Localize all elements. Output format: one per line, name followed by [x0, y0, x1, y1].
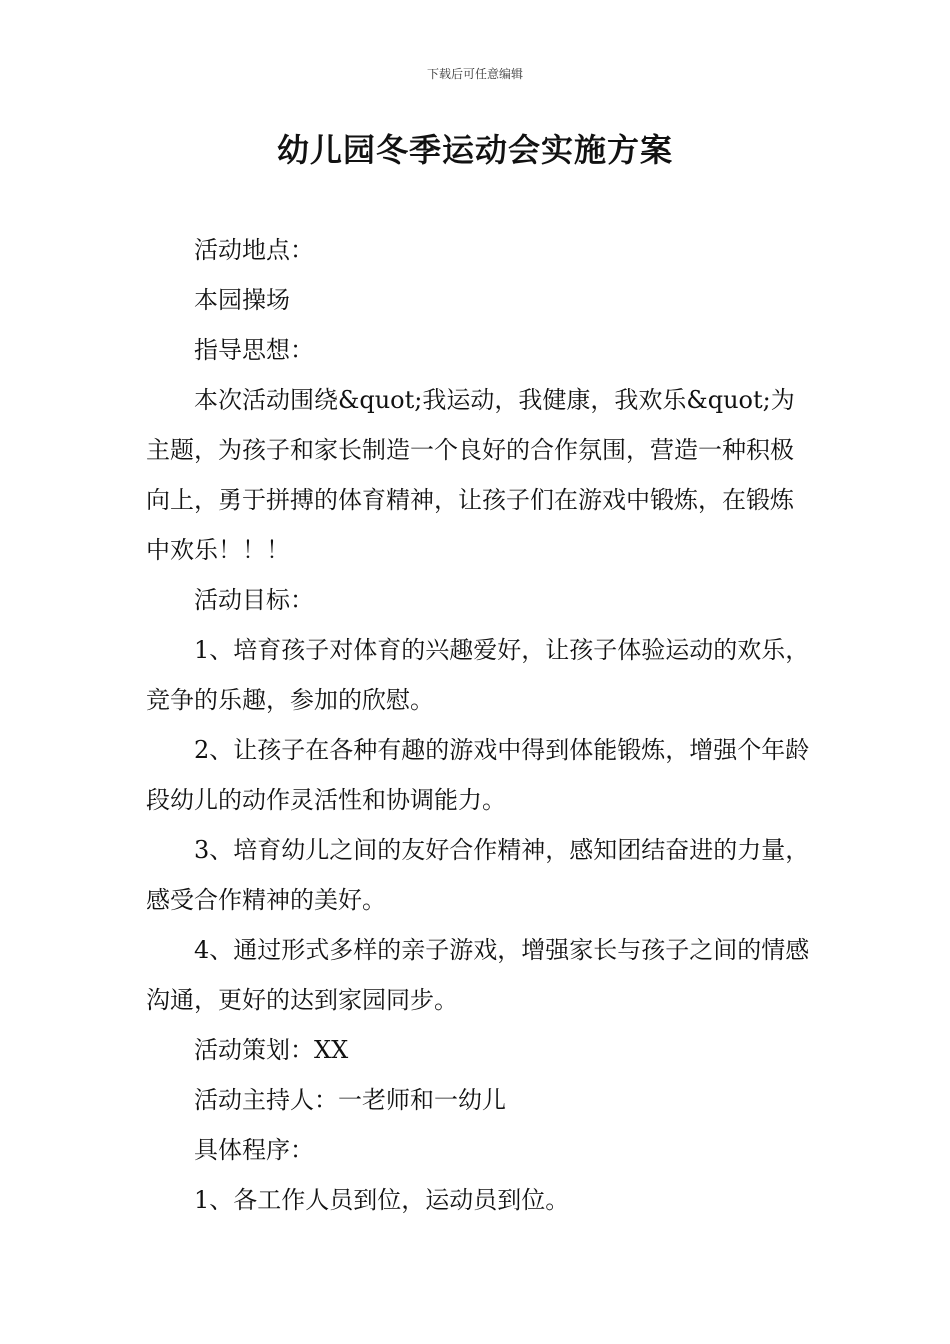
paragraph-venue: 本园操场: [194, 286, 290, 314]
paragraph-procedure-1: 1、各工作人员到位，运动员到位。: [194, 1186, 570, 1214]
paragraph-goal-2: 2、让孩子在各种有趣的游戏中得到体能锻炼，增强个年龄段幼儿的动作灵活性和协调能力。: [146, 736, 810, 814]
paragraph-goal-3: 3、培育幼儿之间的友好合作精神，感知团结奋进的力量，感受合作精神的美好。: [146, 836, 810, 914]
document-title: 幼儿园冬季运动会实施方案: [276, 131, 673, 169]
header-note: 下载后可任意编辑: [426, 67, 523, 81]
document-body: [146, 225, 812, 1225]
paragraph-guiding: 本次活动围绕&quot;我运动，我健康，我欢乐&quot;为主题，为孩子和家长制造一个良好的合作氛围，营造一种积极向上，勇于拼搏的体育精神，让孩子们在游戏中锻炼，在锻炼中欢乐！！！: [146, 386, 795, 564]
paragraph-guiding-label: 指导思想：: [194, 336, 314, 364]
paragraph-venue-label: 活动地点：: [194, 236, 314, 264]
paragraph-goals-label: 活动目标：: [194, 586, 314, 614]
paragraph-procedure-label: 具体程序：: [194, 1136, 314, 1164]
paragraph-goal-4: 4、通过形式多样的亲子游戏，增强家长与孩子之间的情感沟通，更好的达到家园同步。: [146, 936, 810, 1014]
paragraph-goal-1: 1、培育孩子对体育的兴趣爱好，让孩子体验运动的欢乐，竞争的乐趣，参加的欣慰。: [146, 636, 810, 714]
paragraph-host: 活动主持人：一老师和一幼儿: [194, 1086, 506, 1114]
paragraph-planner: 活动策划：XX: [194, 1036, 349, 1064]
